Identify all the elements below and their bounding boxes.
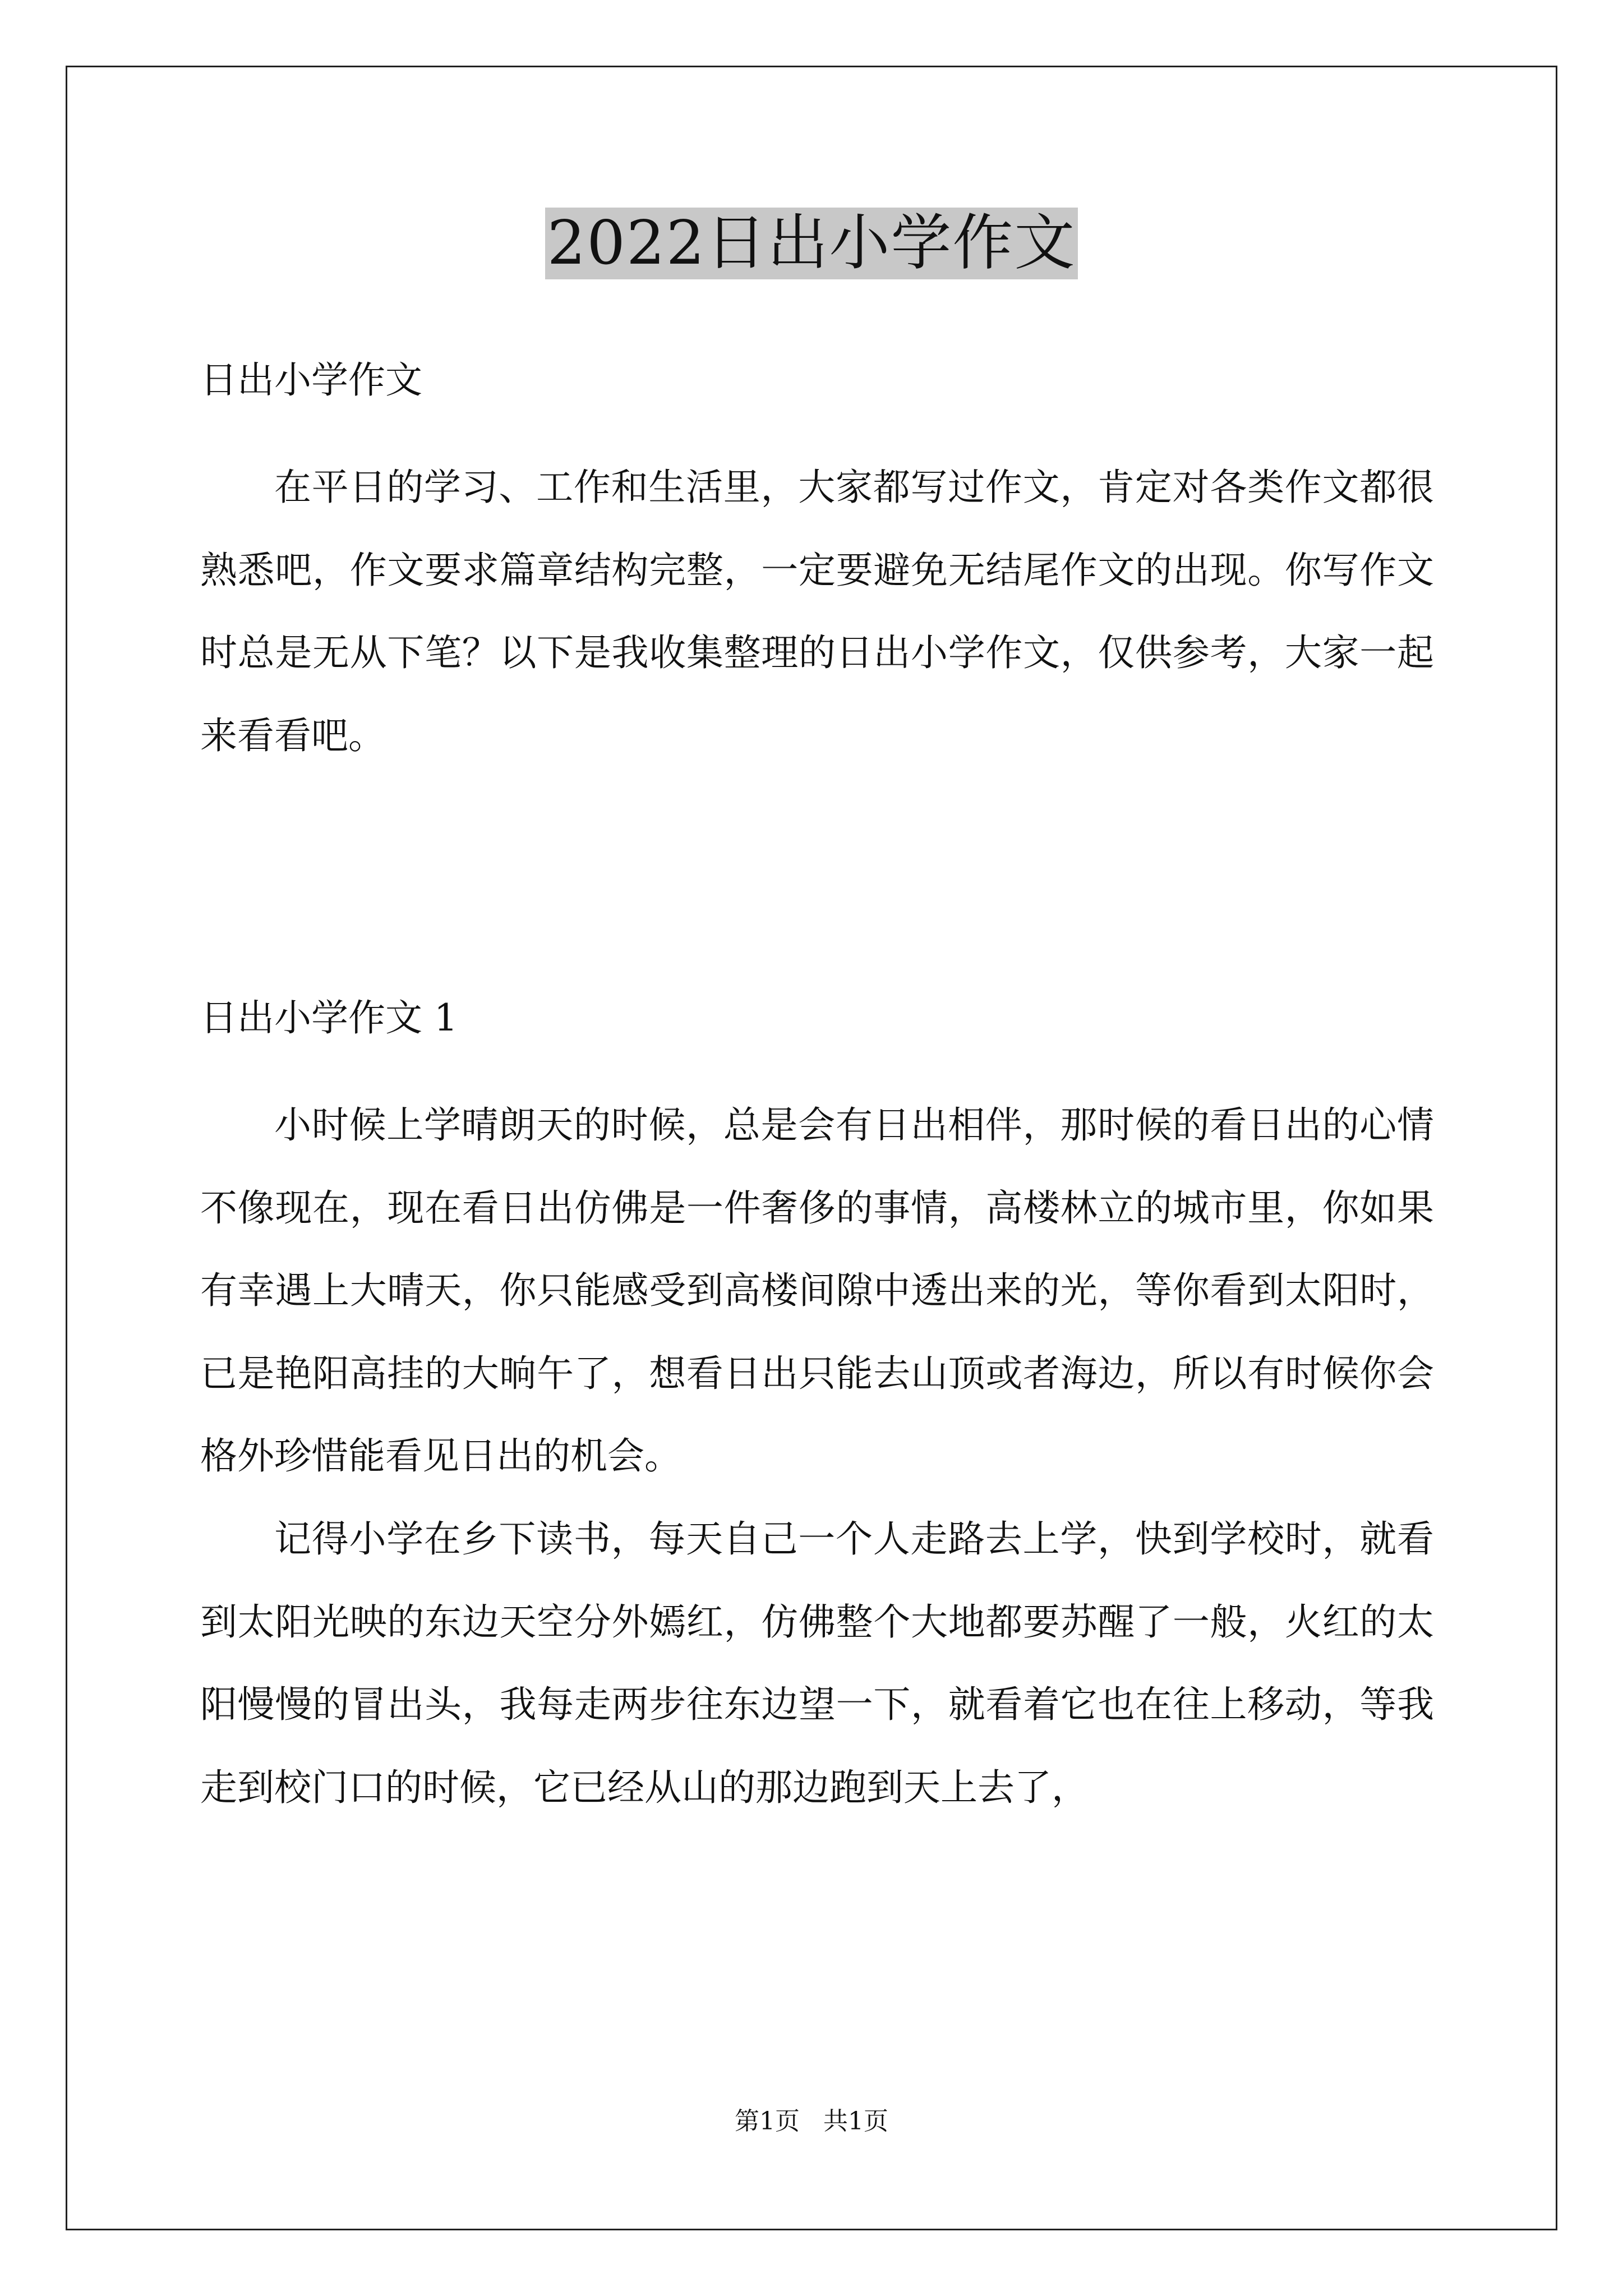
document-heading: 日出小学作文 bbox=[200, 358, 422, 402]
page-number-footer: 第1页 共1页 bbox=[735, 2107, 888, 2136]
section-heading: 日出小学作文 1 bbox=[200, 996, 458, 1039]
title-container bbox=[0, 208, 1623, 279]
document-title: 2022日出小学作文 bbox=[545, 208, 1078, 279]
body-paragraph: 小时候上学晴朗天的时候，总是会有日出相伴，那时候的看日出的心情不像现在，现在看日出仿佛是一件奢侈的事情，高楼林立的城市里，你如果有幸遇上大晴天，你只能感受到高楼间隙中透出来的光，等你看到太阳时，已是艳阳高挂的大晌午了，想看日出只能去山顶或者海边，所以有时候你会格外珍惜能看见日出的机会。 bbox=[200, 1103, 1434, 1478]
body-paragraph: 记得小学在乡下读书，每天自己一个人走路去上学，快到学校时，就看到太阳光映的东边天空分外嫣红，仿佛整个大地都要苏醒了一般，火红的太阳慢慢的冒出头，我每走两步往东边望一下，就看着它也在往上移动，等我走到校门口的时候，它已经从山的那边跑到天上去了， bbox=[200, 1517, 1434, 1809]
intro-paragraph: 在平日的学习、工作和生活里，大家都写过作文，肯定对各类作文都很熟悉吧，作文要求篇章结构完整，一定要避免无结尾作文的出现。你写作文时总是无从下笔？以下是我收集整理的日出小学作文，仅供参考，大家一起来看看吧。 bbox=[200, 466, 1434, 757]
